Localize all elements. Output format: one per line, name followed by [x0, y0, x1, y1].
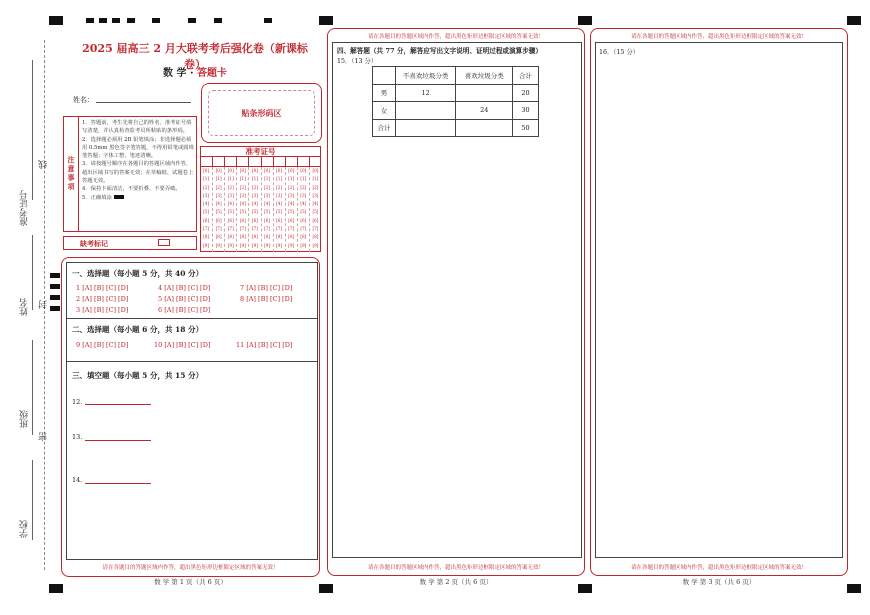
fill-q12-blank[interactable]: [85, 404, 151, 405]
ticket-digit-bubble[interactable]: [3]: [215, 192, 222, 198]
registration-mark: [50, 295, 60, 300]
subject-suffix: 答题卡: [196, 68, 227, 79]
ticket-digit-bubble[interactable]: [9]: [203, 242, 210, 248]
ticket-digit-bubble[interactable]: [7]: [251, 226, 258, 232]
ticket-digit-bubble[interactable]: [2]: [251, 184, 258, 190]
ticket-digit-bubble[interactable]: [3]: [203, 192, 210, 198]
subject-label: 数 学 ·: [163, 68, 197, 79]
choice-q11[interactable]: 11 [A] [B] [C] [D]: [236, 341, 293, 349]
table-header-cell: 喜欢垃圾分类: [456, 67, 513, 85]
ticket-digit-bubble[interactable]: [0]: [264, 168, 271, 173]
ticket-digit-column: [236, 167, 248, 252]
ticket-digit-bubble[interactable]: [0]: [276, 168, 283, 173]
registration-mark: [847, 584, 861, 593]
choice-q10[interactable]: 10 [A] [B] [C] [D]: [154, 341, 211, 349]
table-cell: 合计: [373, 119, 396, 137]
ticket-digit-bubble[interactable]: [7]: [227, 226, 234, 232]
ticket-digit-bubble[interactable]: [7]: [215, 226, 222, 232]
fill-q14-blank[interactable]: [85, 483, 151, 484]
table-cell: [456, 119, 513, 137]
table-cell: 男: [373, 84, 396, 102]
registration-mark: [847, 16, 861, 25]
ticket-digit-bubble[interactable]: [9]: [251, 242, 258, 248]
ticket-digit-bubble[interactable]: [0]: [203, 168, 210, 173]
ticket-digit-bubble[interactable]: [5]: [288, 209, 295, 215]
ticket-digit-bubble[interactable]: [5]: [264, 209, 271, 215]
ticket-write-cell-divider: [273, 156, 274, 166]
table-cell: [395, 102, 456, 120]
ticket-digit-bubble[interactable]: [5]: [215, 209, 222, 215]
section2-answers: [76, 341, 316, 352]
ticket-digit-bubble[interactable]: [8]: [227, 234, 234, 240]
ticket-digit-bubble[interactable]: [2]: [264, 184, 271, 190]
fill-q14-label: 14.: [72, 476, 83, 484]
ticket-digit-bubble[interactable]: [0]: [312, 168, 319, 173]
side-line: 线: [39, 160, 49, 169]
ticket-digit-column: [212, 167, 224, 252]
ticket-digit-bubble[interactable]: [9]: [227, 242, 234, 248]
warning-footer-p3: 请在各题目的答题区域内作答，超出黑色矩形边框限定区域的答案无效！: [630, 565, 807, 571]
section1-answers: [76, 284, 316, 317]
ticket-digit-bubble[interactable]: [7]: [288, 226, 295, 232]
ticket-digit-bubble[interactable]: [5]: [276, 209, 283, 215]
table-cell: 30: [513, 102, 539, 120]
ticket-digit-bubble[interactable]: [0]: [300, 168, 307, 173]
ticket-digit-bubble[interactable]: [4]: [264, 201, 271, 207]
side-name: 姓名: [20, 298, 30, 316]
warning-footer-p2: 请在各题目的答题区域内作答，超出黑色矩形边框限定区域的答案无效！: [367, 565, 544, 571]
q15-label: 15．（13 分）: [337, 58, 378, 65]
ticket-digit-bubble[interactable]: [6]: [276, 217, 283, 223]
ticket-digit-bubble[interactable]: [5]: [251, 209, 258, 215]
section2-divider: [66, 361, 318, 362]
ticket-digit-bubble[interactable]: [7]: [264, 226, 271, 232]
warning-header-p3: 请在各题目的答题区域内作答，超出黑色矩形边框限定区域的答案无效！: [630, 34, 807, 40]
ticket-digit-bubble[interactable]: [7]: [203, 226, 210, 232]
fill-example-mark: [114, 195, 124, 199]
ticket-digit-bubble[interactable]: [8]: [264, 234, 271, 240]
ticket-digit-bubble[interactable]: [4]: [227, 201, 234, 207]
q16-label: 16．（15 分）: [599, 49, 640, 56]
side-seal: 封: [39, 300, 49, 309]
ticket-digit-bubble[interactable]: [6]: [288, 217, 295, 223]
registration-mark: [264, 18, 272, 23]
ticket-digit-bubble[interactable]: [7]: [239, 226, 246, 232]
ticket-digit-bubble[interactable]: [1]: [251, 176, 258, 182]
notes-divider: [78, 116, 79, 232]
name-field-input[interactable]: [96, 102, 191, 103]
ticket-digit-column: [261, 167, 273, 252]
choice-q2[interactable]: 2 [A] [B] [C] [D]: [76, 295, 129, 303]
ticket-digit-bubble[interactable]: [5]: [239, 209, 246, 215]
ticket-digit-bubble[interactable]: [5]: [300, 209, 307, 215]
side-school: 学校: [20, 520, 30, 538]
registration-mark: [127, 18, 135, 23]
warning-footer-p1: 请在各题目的答题区域内作答，超出黑色矩形边框限定区域的答案无效！: [102, 565, 279, 571]
ticket-digit-bubble[interactable]: [6]: [312, 217, 319, 223]
ticket-digit-bubble[interactable]: [6]: [215, 217, 222, 223]
choice-q5[interactable]: 5 [A] [B] [C] [D]: [158, 295, 211, 303]
ticket-digit-column: [309, 167, 321, 252]
ticket-digit-bubble[interactable]: [4]: [203, 201, 210, 207]
choice-q4[interactable]: 4 [A] [B] [C] [D]: [158, 284, 211, 292]
ticket-write-cell-divider: [236, 156, 237, 166]
table-cell: [395, 119, 456, 137]
table-cell: [456, 84, 513, 102]
table-cell: 20: [513, 84, 539, 102]
ticket-digit-bubble[interactable]: [2]: [276, 184, 283, 190]
note-item: 3．请按题号顺序在各题目的答题区域内作答，超出区域书写的答案无效；在草稿纸、试题卷上答题无效。: [82, 161, 194, 185]
ticket-digit-bubble[interactable]: [0]: [227, 168, 234, 173]
ticket-digit-bubble[interactable]: [3]: [312, 192, 319, 198]
table-header-row: [373, 67, 539, 85]
ticket-digit-bubble[interactable]: [2]: [288, 184, 295, 190]
section3-title: 三、填空题（每小题 5 分，共 15 分）: [72, 371, 204, 380]
ticket-digit-bubble[interactable]: [4]: [251, 201, 258, 207]
ticket-digit-bubble[interactable]: [4]: [276, 201, 283, 207]
choice-q8[interactable]: 8 [A] [B] [C] [D]: [240, 295, 293, 303]
registration-mark: [99, 18, 107, 23]
registration-mark: [319, 16, 333, 25]
choice-q7[interactable]: 7 [A] [B] [C] [D]: [240, 284, 293, 292]
ticket-digit-bubble[interactable]: [9]: [300, 242, 307, 248]
ticket-digit-bubble[interactable]: [6]: [203, 217, 210, 223]
ticket-digit-bubble[interactable]: [2]: [215, 184, 222, 190]
ticket-digit-bubble[interactable]: [5]: [227, 209, 234, 215]
section1-divider: [66, 318, 318, 319]
page-number-1: 数 学 第 1 页（共 6 页）: [154, 578, 227, 586]
section4-title: 四、解答题（共 77 分，解答应写出文字说明、证明过程或演算步骤）: [337, 47, 542, 55]
contingency-table: [372, 66, 539, 137]
ticket-digit-bubble[interactable]: [1]: [227, 176, 234, 182]
table-row: [373, 119, 539, 137]
page3-answer-area[interactable]: [595, 42, 843, 558]
registration-mark: [578, 16, 592, 25]
table-cell: 50: [513, 119, 539, 137]
ticket-digit-bubble[interactable]: [8]: [203, 234, 210, 240]
table-cell: 12: [395, 84, 456, 102]
ticket-digit-bubble[interactable]: [1]: [239, 176, 246, 182]
ticket-digit-bubble[interactable]: [4]: [300, 201, 307, 207]
ticket-digit-bubble[interactable]: [4]: [215, 201, 222, 207]
ticket-digit-bubble[interactable]: [8]: [288, 234, 295, 240]
side-ticket-no: 准考证号: [20, 190, 30, 226]
side-secret: 密: [39, 432, 49, 441]
choice-q9[interactable]: 9 [A] [B] [C] [D]: [76, 341, 129, 349]
section1-title: 一、选择题（每小题 5 分，共 40 分）: [72, 269, 204, 278]
ticket-digit-bubble[interactable]: [5]: [312, 209, 319, 215]
exam-title: 2025 届高三 2 月大联考考后强化卷（新课标卷）: [82, 42, 308, 71]
ticket-number-title: 准考证号: [245, 147, 276, 156]
registration-mark: [86, 18, 94, 23]
name-underline: [32, 235, 33, 310]
fill-q12-label: 12.: [72, 398, 83, 406]
ticket-digit-bubble[interactable]: [3]: [227, 192, 234, 198]
ticket-digit-bubble[interactable]: [0]: [215, 168, 222, 173]
ticket-digit-columns: [200, 167, 321, 252]
ticket-digit-bubble[interactable]: [9]: [215, 242, 222, 248]
ticket-digit-bubble[interactable]: [1]: [300, 176, 307, 182]
ticket-digit-bubble[interactable]: [9]: [264, 242, 271, 248]
ticket-write-cell-divider: [261, 156, 262, 166]
ticket-digit-bubble[interactable]: [2]: [312, 184, 319, 190]
notes-list: [82, 119, 195, 202]
ticket-digit-column: [200, 167, 212, 252]
ticket-digit-bubble[interactable]: [3]: [251, 192, 258, 198]
registration-mark: [50, 284, 60, 289]
note-item: 2．选择题必须用 2B 铅笔填涂；非选择题必须用 0.5mm 黑色签字笔答题，不得用铅笔或圆珠笔答题；字体工整、笔迹清晰。: [82, 136, 194, 160]
answer-row: [76, 306, 316, 317]
table-cell: 24: [456, 102, 513, 120]
ticket-digit-bubble[interactable]: [6]: [264, 217, 271, 223]
ticket-digit-column: [273, 167, 285, 252]
note-item: 1．答题前，考生先将自己的姓名、准考证号填写清楚，并认真检查监考员所粘贴的条形码。: [82, 120, 192, 135]
ticket-digit-bubble[interactable]: [3]: [239, 192, 246, 198]
ticket-digit-bubble[interactable]: [9]: [288, 242, 295, 248]
ticket-digit-bubble[interactable]: [6]: [300, 217, 307, 223]
registration-mark: [188, 18, 196, 23]
ticket-digit-bubble[interactable]: [3]: [264, 192, 271, 198]
ticket-digit-bubble[interactable]: [2]: [239, 184, 246, 190]
barcode-label: 贴条形码区: [241, 108, 282, 118]
class-underline: [32, 340, 33, 435]
ticket-digit-bubble[interactable]: [6]: [239, 217, 246, 223]
ticket-digit-bubble[interactable]: [1]: [203, 176, 210, 182]
ticket-digit-bubble[interactable]: [1]: [288, 176, 295, 182]
registration-mark: [50, 306, 60, 311]
note-item: 4．保持卡面清洁，不要折叠、不要弄破。: [82, 186, 181, 193]
ticket-digit-bubble[interactable]: [7]: [300, 226, 307, 232]
ticket-no-underline: [32, 60, 33, 200]
ticket-write-cell-divider: [212, 156, 213, 166]
ticket-digit-bubble[interactable]: [8]: [251, 234, 258, 240]
ticket-digit-bubble[interactable]: [8]: [312, 234, 319, 240]
section2-title: 二、选择题（每小题 6 分，共 18 分）: [72, 325, 204, 334]
ticket-digit-bubble[interactable]: [7]: [312, 226, 319, 232]
ticket-digit-bubble[interactable]: [0]: [288, 168, 295, 173]
ticket-digit-bubble[interactable]: [8]: [300, 234, 307, 240]
registration-mark: [50, 273, 60, 278]
answer-sheet-heading: [75, 64, 315, 79]
ticket-digit-column: [224, 167, 236, 252]
page-number-3: 数 学 第 3 页（共 6 页）: [682, 578, 756, 586]
ticket-digit-bubble[interactable]: [0]: [251, 168, 258, 173]
table-cell: 女: [373, 102, 396, 120]
ticket-digit-bubble[interactable]: [4]: [239, 201, 246, 207]
ticket-digit-bubble[interactable]: [9]: [276, 242, 283, 248]
registration-mark: [49, 16, 63, 25]
ticket-digit-bubble[interactable]: [6]: [251, 217, 258, 223]
table-header-cell: [373, 67, 396, 85]
choice-q1[interactable]: 1 [A] [B] [C] [D]: [76, 284, 129, 292]
ticket-digit-bubble[interactable]: [2]: [227, 184, 234, 190]
ticket-digit-bubble[interactable]: [8]: [215, 234, 222, 240]
choice-q6[interactable]: 6 [A] [B] [C] [D]: [158, 306, 211, 314]
ticket-digit-bubble[interactable]: [3]: [288, 192, 295, 198]
q15-answer-space[interactable]: [334, 140, 580, 556]
ticket-digit-bubble[interactable]: [8]: [276, 234, 283, 240]
table-row: [373, 102, 539, 120]
ticket-write-cell-divider: [297, 156, 298, 166]
ticket-digit-bubble[interactable]: [2]: [300, 184, 307, 190]
absent-marker-label: 缺考标记: [80, 239, 108, 248]
ticket-digit-bubble[interactable]: [7]: [276, 226, 283, 232]
answer-row: [76, 284, 316, 295]
ticket-write-cell-divider: [224, 156, 225, 166]
ticket-digit-column: [297, 167, 309, 252]
page-number-2: 数 学 第 2 页（共 6 页）: [419, 578, 493, 586]
name-field-label: 姓名：: [73, 96, 94, 104]
ticket-digit-bubble[interactable]: [6]: [227, 217, 234, 223]
table-row: [373, 84, 539, 102]
note-item-fill-example: 5．正确填涂: [82, 194, 195, 202]
ticket-digit-bubble[interactable]: [2]: [203, 184, 210, 190]
ticket-write-cell-divider: [285, 156, 286, 166]
ticket-digit-bubble[interactable]: [3]: [300, 192, 307, 198]
answer-row: [76, 295, 316, 306]
table-header-cell: 合计: [513, 67, 539, 85]
ticket-digit-bubble[interactable]: [9]: [312, 242, 319, 248]
fill-q13-label: 13.: [72, 433, 83, 441]
ticket-digit-bubble[interactable]: [4]: [312, 201, 319, 207]
registration-mark: [214, 18, 222, 23]
ticket-digit-column: [248, 167, 260, 252]
school-underline: [32, 460, 33, 540]
warning-header-p2: 请在各题目的答题区域内作答，超出黑色矩形边框限定区域的答案无效！: [367, 34, 544, 40]
ticket-digit-bubble[interactable]: [9]: [239, 242, 246, 248]
registration-mark: [112, 18, 120, 23]
fill-q13-blank[interactable]: [85, 440, 151, 441]
ticket-digit-column: [285, 167, 297, 252]
ticket-digit-bubble[interactable]: [1]: [215, 176, 222, 182]
ticket-digit-bubble[interactable]: [1]: [312, 176, 319, 182]
ticket-digit-bubble[interactable]: [5]: [203, 209, 210, 215]
ticket-digit-bubble[interactable]: [0]: [239, 168, 246, 173]
ticket-digit-bubble[interactable]: [8]: [239, 234, 246, 240]
absent-checkbox[interactable]: [158, 239, 170, 246]
choice-q3[interactable]: 3 [A] [B] [C] [D]: [76, 306, 129, 314]
ticket-digit-bubble[interactable]: [4]: [288, 201, 295, 207]
ticket-digit-bubble[interactable]: [1]: [264, 176, 271, 182]
ticket-write-cell-divider: [309, 156, 310, 166]
side-class: 班级: [20, 410, 30, 428]
ticket-write-cell-divider: [248, 156, 249, 166]
registration-mark: [152, 18, 160, 23]
table-header-cell: 不喜欢垃圾分类: [395, 67, 456, 85]
notes-title: 注意事项: [67, 155, 75, 191]
ticket-digit-bubble[interactable]: [1]: [276, 176, 283, 182]
ticket-digit-bubble[interactable]: [3]: [276, 192, 283, 198]
